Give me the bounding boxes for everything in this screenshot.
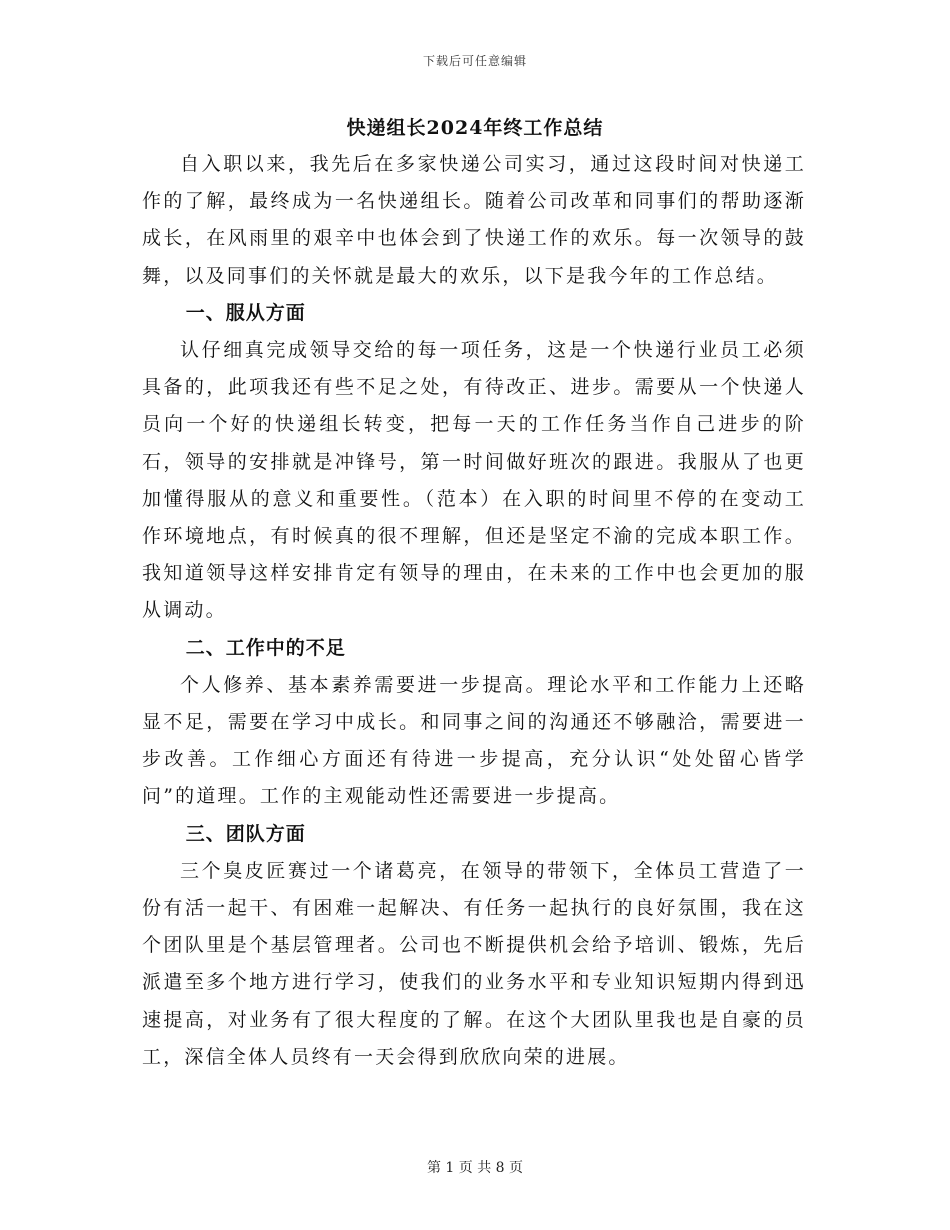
page-number: 第 1 页 共 8 页 bbox=[426, 1160, 524, 1176]
document-title: 快递组长2024年终工作总结 bbox=[346, 117, 604, 139]
section-body-obedience: 认仔细真完成领导交给的每一项任务，这是一个快递行业员工必须具备的，此项我还有些不足之处，有待改正、进步。需要从一个快递人员向一个好的快递组长转变，把每一天的工作任务当作自己进步的阶石，领导的安排就是冲锋号，第一时间做好班次的跟进。我服从了也更加懂得服从的意义和重要性。（范本）在入职的时间里不停的在变动工作环境地点，有时候真的很不理解，但还是坚定不渝的完成本职工作。我知道领导这样安排肯定有领导的理由，在未来的工作中也会更加的服从调动。 bbox=[142, 339, 806, 622]
section-heading-team: 三、团队方面 bbox=[185, 822, 306, 845]
document-body bbox=[142, 146, 806, 1076]
section-heading-shortcomings: 二、工作中的不足 bbox=[185, 636, 346, 659]
section-body-shortcomings: 个人修养、基本素养需要进一步提高。理论水平和工作能力上还略显不足，需要在学习中成长。和同事之间的沟通还不够融洽，需要进一步改善。工作细心方面还有待进一步提高，充分认识“处处留心皆学问”的道理。工作的主观能动性还需要进一步提高。 bbox=[142, 673, 806, 808]
page-header: 下载后可任意编辑 bbox=[422, 54, 527, 68]
intro-paragraph: 自入职以来，我先后在多家快递公司实习，通过这段时间对快递工作的了解，最终成为一名快递组长。随着公司改革和同事们的帮助逐渐成长，在风雨里的艰辛中也体会到了快递工作的欢乐。每一次领导的鼓舞，以及同事们的关怀就是最大的欢乐，以下是我今年的工作总结。 bbox=[142, 153, 806, 287]
section-heading-obedience: 一、服从方面 bbox=[185, 301, 306, 324]
section-body-team: 三个臭皮匠赛过一个诸葛亮，在领导的带领下，全体员工营造了一份有活一起干、有困难一起解决、有任务一起执行的良好氛围，我在这个团队里是个基层管理者。公司也不断提供机会给予培训、锻炼，先后派遣至多个地方进行学习，使我们的业务水平和专业知识短期内得到迅速提高，对业务有了很大程度的了解。在这个大团队里我也是自豪的员工，深信全体人员终有一天会得到欣欣向荣的进展。 bbox=[142, 859, 806, 1068]
